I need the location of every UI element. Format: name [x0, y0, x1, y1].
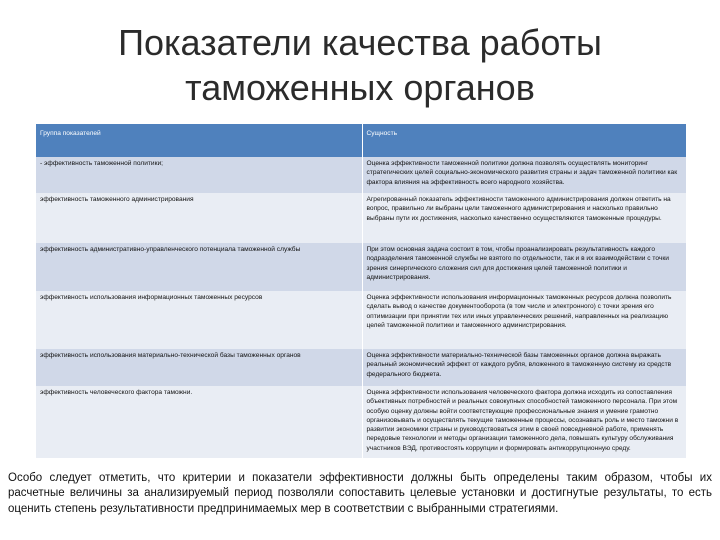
table-row: [36, 291, 686, 349]
slide-title-line-1: Показатели качества работы: [118, 22, 602, 63]
table-row: [36, 386, 686, 458]
essence-cell: При этом основная задача состоит в том, чтобы проанализировать результативность каждого подразделения таможенной службы не взятого по отдельности, так и в их взаимодействии с точки зрения синергического сложения сил для достижения целей таможенной политики и администрирования.: [362, 243, 686, 291]
table-row: [36, 349, 686, 386]
header-indicator-group: Группа показателей: [36, 124, 362, 157]
header-essence: Сущность: [362, 124, 686, 157]
table-row: [36, 157, 686, 193]
table-header-row: [36, 124, 686, 157]
essence-cell: Оценка эффективности использования информационных таможенных ресурсов должна позволить сделать вывод о качестве документооборота (в том числе и электронного) с точки зрения его оптимизации при принятии тех или иных управленческих решений, направленных на реализацию целей таможенной политики и таможенного администрирования.: [362, 291, 686, 349]
indicators-table: [36, 124, 687, 458]
indicator-group-cell: эффективность таможенного администрирования: [36, 193, 362, 243]
indicator-group-cell: эффективность человеческого фактора таможни.: [36, 386, 362, 458]
indicator-group-cell: эффективность использования материально-технической базы таможенных органов: [36, 349, 362, 386]
slide-title: [60, 20, 660, 110]
essence-cell: Оценка эффективности материально-технической базы таможенных органов должна выражать реальный экономический эффект от каждого рубля, вложенного в таможенную систему из средств федерального бюджета.: [362, 349, 686, 386]
footnote-text: Особо следует отметить, что критерии и показатели эффективности должны быть определены таким образом, чтобы их расчетные величины за анализируемый период позволяли сопоставить целевые установки и достигнутые результаты, то есть оценить степень результативности предпринимаемых мер в соответствии с выбранными стратегиями.: [8, 471, 712, 517]
essence-cell: Оценка эффективности таможенной политики должна позволять осуществлять мониторинг стратегических целей социально-экономического развития страны и задач таможенной политики как фактора влияния на эффективность всего народного хозяйства.: [362, 157, 686, 193]
slide-title-line-2: таможенных органов: [185, 67, 535, 108]
indicator-group-cell: - эффективность таможенной политики;: [36, 157, 362, 193]
indicator-group-cell: эффективность использования информационных таможенных ресурсов: [36, 291, 362, 349]
table-row: [36, 193, 686, 243]
table-row: [36, 243, 686, 291]
essence-cell: Оценка эффективности использования человеческого фактора должна исходить из сопоставления объективных потребностей и реальных совокупных способностей таможенного персонала. При этом особую оценку должны войти соответствующие профессиональные знания и умение грамотно организовывать и осуществлять текущие таможенные процессы, осознавать роль и место таможни в развитии экономики страны и руководствоваться этим в своей повседневной работе, применять передовые технологии и методы организации таможенного дела, повышать культуру обслуживания участников ВЭД, противостоять коррупции и формировать антикоррупционную среду.: [362, 386, 686, 458]
essence-cell: Агрегированный показатель эффективности таможенного администрирования должен ответить на вопрос, правильно ли выбраны цели таможенного администрирования и насколько правильно выбраны пути их достижения, насколько качественно осуществляются таможенные процедуры.: [362, 193, 686, 243]
indicator-group-cell: эффективность административно-управленческого потенциала таможенной службы: [36, 243, 362, 291]
